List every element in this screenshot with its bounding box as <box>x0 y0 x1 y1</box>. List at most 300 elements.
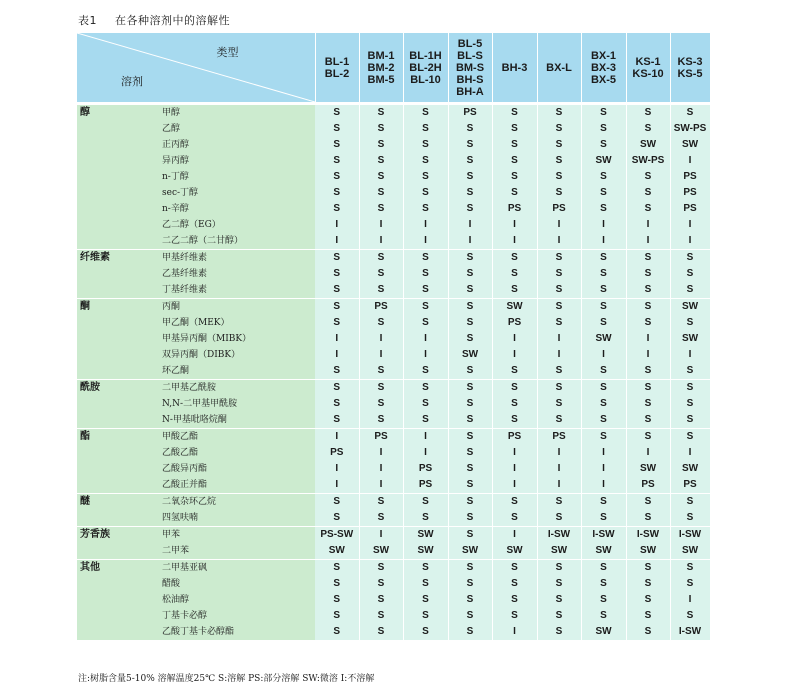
solubility-value-cell: S <box>403 560 448 577</box>
solubility-value-cell: I-SW <box>581 527 626 544</box>
solubility-value-cell: I <box>492 347 537 363</box>
solubility-value-cell: S <box>492 121 537 137</box>
solubility-value-cell: I <box>403 331 448 347</box>
column-header-label: BL-1H <box>409 49 442 62</box>
solubility-value-cell: S <box>403 299 448 316</box>
solubility-value-cell: S <box>448 201 492 217</box>
solubility-value-cell: S <box>581 576 626 592</box>
column-header-label: KS-1 <box>635 55 661 68</box>
solubility-value-cell: I <box>626 445 670 461</box>
solubility-value-cell: S <box>403 608 448 624</box>
solubility-value-cell: S <box>492 494 537 511</box>
table-row <box>77 461 710 477</box>
solubility-value-cell: S <box>359 169 403 185</box>
solvent-group-cell: 芳香族 <box>77 527 158 560</box>
solubility-value-cell: PS <box>670 169 710 185</box>
table-row <box>77 315 710 331</box>
solubility-value-cell: S <box>403 363 448 380</box>
solvent-name-cell: 双异丙酮（DIBK） <box>158 347 315 363</box>
solubility-value-cell: S <box>492 185 537 201</box>
solubility-value-cell: I <box>359 331 403 347</box>
column-header-label: BL-1 <box>324 55 350 68</box>
solubility-value-cell: S <box>448 510 492 527</box>
column-header <box>359 33 403 104</box>
solvent-name-cell: 二氧杂环乙烷 <box>158 494 315 511</box>
solubility-value-cell: I <box>670 445 710 461</box>
table-row <box>77 299 710 316</box>
solubility-value-cell: S <box>448 266 492 282</box>
solvent-group-cell: 酯 <box>77 429 158 494</box>
solubility-value-cell: S <box>626 250 670 267</box>
solubility-value-cell: S <box>315 560 359 577</box>
solvent-name-cell: 二甲基乙酰胺 <box>158 380 315 397</box>
solubility-value-cell: I <box>537 461 581 477</box>
table-row <box>77 412 710 429</box>
solubility-value-cell: S <box>359 185 403 201</box>
solubility-value-cell: S <box>359 412 403 429</box>
solubility-value-cell: S <box>670 266 710 282</box>
solubility-value-cell: S <box>315 137 359 153</box>
column-header-label: BL-5 <box>457 37 483 50</box>
solubility-value-cell: S <box>315 592 359 608</box>
solubility-value-cell: I <box>492 331 537 347</box>
solubility-value-cell: S <box>537 608 581 624</box>
solubility-value-cell: S <box>403 624 448 640</box>
solubility-value-cell: S <box>581 608 626 624</box>
solubility-value-cell: S <box>537 380 581 397</box>
solubility-value-cell: S <box>359 250 403 267</box>
column-header <box>403 33 448 104</box>
solubility-value-cell: S <box>581 560 626 577</box>
solubility-value-cell: SW <box>403 527 448 544</box>
solubility-value-cell: PS <box>670 185 710 201</box>
solubility-value-cell: S <box>626 592 670 608</box>
solubility-value-cell: S <box>448 299 492 316</box>
solubility-value-cell: PS <box>492 315 537 331</box>
solubility-value-cell: I <box>492 624 537 640</box>
solubility-value-cell: S <box>359 282 403 299</box>
solubility-value-cell: S <box>492 169 537 185</box>
solubility-value-cell: I <box>359 233 403 250</box>
solubility-value-cell: I <box>492 527 537 544</box>
table-row <box>77 363 710 380</box>
table-row <box>77 233 710 250</box>
solubility-value-cell: S <box>537 412 581 429</box>
solubility-value-cell: S <box>315 510 359 527</box>
solubility-value-cell: SW <box>403 543 448 560</box>
solubility-value-cell: S <box>359 608 403 624</box>
solvent-group-cell: 其他 <box>77 560 158 641</box>
column-header-label: BX-3 <box>590 61 617 74</box>
table-number: 表1 <box>78 14 97 27</box>
solubility-value-cell: PS <box>537 201 581 217</box>
solubility-value-cell: S <box>537 185 581 201</box>
solubility-value-cell: I <box>626 347 670 363</box>
solubility-value-cell: I <box>315 217 359 233</box>
column-header-label: KS-3 <box>677 55 703 68</box>
solubility-value-cell: S <box>403 494 448 511</box>
solubility-value-cell: S <box>315 412 359 429</box>
solubility-value-cell: I-SW <box>537 527 581 544</box>
solubility-value-cell: S <box>448 250 492 267</box>
solubility-value-cell: S <box>581 104 626 122</box>
solubility-value-cell: S <box>448 624 492 640</box>
column-header <box>670 33 710 104</box>
solvent-name-cell: 四氢呋喃 <box>158 510 315 527</box>
solubility-value-cell: S <box>448 608 492 624</box>
solubility-value-cell: S <box>403 185 448 201</box>
solubility-value-cell: I <box>492 445 537 461</box>
solubility-value-cell: S <box>581 363 626 380</box>
solubility-value-cell: S <box>492 282 537 299</box>
solvent-group-cell: 酰胺 <box>77 380 158 429</box>
solubility-value-cell: S <box>581 185 626 201</box>
solubility-value-cell: S <box>448 527 492 544</box>
solubility-value-cell: I <box>315 331 359 347</box>
solubility-value-cell: S <box>315 315 359 331</box>
solubility-value-cell: S <box>448 445 492 461</box>
solubility-value-cell: I <box>359 217 403 233</box>
solubility-value-cell: I <box>581 461 626 477</box>
solubility-value-cell: S <box>626 185 670 201</box>
solubility-value-cell: S <box>359 494 403 511</box>
solvent-name-cell: n-辛醇 <box>158 201 315 217</box>
solubility-value-cell: S <box>581 169 626 185</box>
solubility-value-cell: PS-SW <box>315 527 359 544</box>
solubility-value-cell: S <box>581 282 626 299</box>
solubility-value-cell: S <box>581 510 626 527</box>
solubility-value-cell: S <box>403 104 448 122</box>
table-title: 在各种溶剂中的溶解性 <box>115 14 230 27</box>
column-header-label: BM-S <box>455 61 485 74</box>
solubility-value-cell: S <box>403 121 448 137</box>
solubility-value-cell: S <box>403 201 448 217</box>
solubility-value-cell: I <box>537 347 581 363</box>
solubility-value-cell: S <box>359 576 403 592</box>
solubility-value-cell: S <box>448 153 492 169</box>
solubility-value-cell: S <box>448 121 492 137</box>
solubility-value-cell: S <box>626 299 670 316</box>
solubility-value-cell: S <box>670 380 710 397</box>
table-row <box>77 250 710 267</box>
solubility-value-cell: S <box>626 121 670 137</box>
solubility-value-cell: I <box>403 347 448 363</box>
column-header-label: BL-10 <box>410 73 441 86</box>
solubility-value-cell: S <box>315 363 359 380</box>
solubility-value-cell: SW <box>581 543 626 560</box>
solubility-value-cell: S <box>448 282 492 299</box>
solubility-value-cell: S <box>359 592 403 608</box>
solubility-value-cell: S <box>537 560 581 577</box>
solubility-value-cell: S <box>403 169 448 185</box>
solubility-value-cell: S <box>626 624 670 640</box>
solubility-value-cell: S <box>359 315 403 331</box>
solubility-value-cell: I <box>448 233 492 250</box>
solubility-value-cell: S <box>448 429 492 446</box>
solubility-value-cell: S <box>581 121 626 137</box>
solubility-value-cell: S <box>403 576 448 592</box>
solubility-value-cell: S <box>537 510 581 527</box>
solubility-value-cell: S <box>670 363 710 380</box>
column-header-label: BL-2 <box>324 67 350 80</box>
solubility-value-cell: I <box>581 477 626 494</box>
solubility-value-cell: S <box>403 153 448 169</box>
solubility-value-cell: S <box>448 363 492 380</box>
column-header-label: KS-10 <box>632 67 664 80</box>
solubility-value-cell: S <box>315 201 359 217</box>
solvent-group-cell: 纤维素 <box>77 250 158 299</box>
solvent-name-cell: sec-丁醇 <box>158 185 315 201</box>
solubility-value-cell: S <box>359 121 403 137</box>
solubility-value-cell: SW <box>670 543 710 560</box>
solubility-value-cell: I <box>537 233 581 250</box>
solubility-value-cell: S <box>670 576 710 592</box>
solubility-value-cell: S <box>626 169 670 185</box>
corner-diagonal-line <box>77 33 315 102</box>
solubility-value-cell: I <box>403 217 448 233</box>
solubility-value-cell: I-SW <box>670 624 710 640</box>
table-row <box>77 137 710 153</box>
solubility-value-cell: S <box>581 137 626 153</box>
solubility-value-cell: S <box>315 608 359 624</box>
solubility-value-cell: I <box>315 347 359 363</box>
solubility-value-cell: S <box>537 266 581 282</box>
solubility-value-cell: S <box>626 608 670 624</box>
solubility-value-cell: S <box>581 201 626 217</box>
solubility-value-cell: I <box>359 445 403 461</box>
column-header-label: BM-5 <box>367 73 395 86</box>
solubility-value-cell: S <box>448 592 492 608</box>
solubility-value-cell: S <box>670 608 710 624</box>
table-row <box>77 185 710 201</box>
solubility-value-cell: S <box>492 104 537 122</box>
solubility-value-cell: S <box>626 315 670 331</box>
solubility-value-cell: I <box>581 233 626 250</box>
solubility-value-cell: SW <box>581 624 626 640</box>
solubility-value-cell: S <box>581 266 626 282</box>
solubility-value-cell: S <box>626 396 670 412</box>
solubility-value-cell: S <box>448 477 492 494</box>
solubility-value-cell: SW <box>626 137 670 153</box>
solubility-value-cell: S <box>315 282 359 299</box>
solubility-value-cell: S <box>403 396 448 412</box>
solvent-name-cell: 二甲基亚砜 <box>158 560 315 577</box>
table-row <box>77 153 710 169</box>
solubility-value-cell: SW <box>670 461 710 477</box>
solubility-value-cell: I <box>403 233 448 250</box>
solubility-value-cell: I <box>448 217 492 233</box>
solvent-name-cell: 甲酸乙酯 <box>158 429 315 446</box>
solubility-value-cell: S <box>403 380 448 397</box>
solubility-value-cell: S <box>670 396 710 412</box>
column-header <box>448 33 492 104</box>
solvent-name-cell: 丁基纤维素 <box>158 282 315 299</box>
solvent-name-cell: 乙酸异丙酯 <box>158 461 315 477</box>
solubility-value-cell: S <box>537 494 581 511</box>
solubility-value-cell: I <box>581 445 626 461</box>
solubility-value-cell: S <box>492 137 537 153</box>
solubility-value-cell: I <box>492 217 537 233</box>
solubility-value-cell: S <box>359 153 403 169</box>
solubility-value-cell: S <box>315 396 359 412</box>
solubility-value-cell: S <box>403 266 448 282</box>
table-row <box>77 560 710 577</box>
solubility-value-cell: I <box>315 233 359 250</box>
solubility-value-cell: I <box>403 429 448 446</box>
solubility-value-cell: SW <box>359 543 403 560</box>
solubility-value-cell: S <box>359 560 403 577</box>
solubility-value-cell: S <box>670 560 710 577</box>
solubility-value-cell: I <box>492 461 537 477</box>
solubility-value-cell: S <box>626 560 670 577</box>
table-row <box>77 121 710 137</box>
solubility-value-cell: S <box>403 592 448 608</box>
solubility-value-cell: S <box>492 560 537 577</box>
solubility-value-cell: SW <box>581 331 626 347</box>
solubility-value-cell: S <box>315 266 359 282</box>
solubility-value-cell: S <box>492 510 537 527</box>
solubility-value-cell: S <box>359 201 403 217</box>
solubility-value-cell: I <box>670 233 710 250</box>
solubility-value-cell: S <box>537 299 581 316</box>
solubility-value-cell: S <box>670 429 710 446</box>
solubility-value-cell: I <box>626 233 670 250</box>
solvent-name-cell: 正丙醇 <box>158 137 315 153</box>
column-header-label: BM-2 <box>367 61 395 74</box>
solvent-name-cell: 甲乙酮（MEK） <box>158 315 315 331</box>
solvent-group-cell: 醚 <box>77 494 158 527</box>
solubility-value-cell: S <box>403 250 448 267</box>
solvent-name-cell: 乙酸丁基卡必醇酯 <box>158 624 315 640</box>
solubility-value-cell: I <box>315 477 359 494</box>
solvent-name-cell: 乙醇 <box>158 121 315 137</box>
solubility-value-cell: S <box>626 282 670 299</box>
solubility-value-cell: S <box>581 380 626 397</box>
solubility-value-cell: SW <box>448 543 492 560</box>
solvent-name-cell: 乙酸乙酯 <box>158 445 315 461</box>
solvent-name-cell: 甲醇 <box>158 104 315 122</box>
table-row <box>77 527 710 544</box>
solubility-value-cell: S <box>626 510 670 527</box>
solubility-value-cell: PS <box>315 445 359 461</box>
solubility-value-cell: I <box>403 445 448 461</box>
solubility-value-cell: S <box>315 185 359 201</box>
solubility-value-cell: SW <box>670 299 710 316</box>
solubility-value-cell: I <box>359 477 403 494</box>
solubility-value-cell: PS <box>537 429 581 446</box>
table-row <box>77 576 710 592</box>
solubility-value-cell: SW <box>315 543 359 560</box>
solubility-value-cell: S <box>626 363 670 380</box>
solubility-value-cell: S <box>403 315 448 331</box>
table-body <box>77 104 710 641</box>
column-header-label: KS-5 <box>677 67 703 80</box>
solubility-value-cell: S <box>626 412 670 429</box>
solubility-value-cell: S <box>448 396 492 412</box>
solubility-value-cell: S <box>448 315 492 331</box>
table-row <box>77 266 710 282</box>
solubility-value-cell: SW <box>537 543 581 560</box>
solubility-value-cell: S <box>537 315 581 331</box>
solubility-value-cell: S <box>537 624 581 640</box>
column-header-label: BH-S <box>456 73 484 86</box>
solubility-value-cell: I <box>670 592 710 608</box>
solubility-value-cell: S <box>448 461 492 477</box>
solubility-value-cell: S <box>581 592 626 608</box>
solubility-value-cell: S <box>448 137 492 153</box>
solubility-value-cell: S <box>448 380 492 397</box>
solubility-value-cell: I <box>537 217 581 233</box>
solubility-value-cell: S <box>537 282 581 299</box>
column-header-label: BL-S <box>457 49 483 62</box>
column-header-label: BL-2H <box>409 61 442 74</box>
column-header-label: BX-L <box>546 61 572 74</box>
table-row <box>77 494 710 511</box>
solubility-value-cell: S <box>581 494 626 511</box>
table-row <box>77 510 710 527</box>
solubility-value-cell: I <box>537 331 581 347</box>
solubility-value-cell: SW <box>581 153 626 169</box>
solubility-value-cell: S <box>537 104 581 122</box>
solvent-name-cell: N-甲基吡咯烷酮 <box>158 412 315 429</box>
solubility-value-cell: S <box>670 315 710 331</box>
table-row <box>77 608 710 624</box>
solubility-value-cell: S <box>315 624 359 640</box>
solubility-value-cell: S <box>670 104 710 122</box>
solubility-value-cell: S <box>315 250 359 267</box>
solubility-value-cell: S <box>315 104 359 122</box>
solvent-name-cell: N,N-二甲基甲酰胺 <box>158 396 315 412</box>
table-footnote: 注:树脂含量5-10% 溶解温度25℃ S:溶解 PS:部分溶解 SW:微溶 I:不溶解 <box>78 674 375 684</box>
solubility-value-cell: S <box>626 494 670 511</box>
table-row <box>77 477 710 494</box>
table-row <box>77 445 710 461</box>
table-row <box>77 396 710 412</box>
solubility-value-cell: I <box>359 527 403 544</box>
solubility-value-cell: I <box>537 477 581 494</box>
solubility-value-cell: I <box>315 461 359 477</box>
solubility-value-cell: S <box>492 266 537 282</box>
solubility-value-cell: S <box>315 494 359 511</box>
solubility-value-cell: S <box>537 576 581 592</box>
column-header <box>492 33 537 104</box>
solubility-value-cell: I <box>626 331 670 347</box>
solvent-name-cell: 甲基纤维素 <box>158 250 315 267</box>
solubility-value-cell: PS <box>670 477 710 494</box>
solubility-value-cell: I <box>492 477 537 494</box>
table-row <box>77 331 710 347</box>
table-row <box>77 380 710 397</box>
table-row <box>77 169 710 185</box>
solubility-value-cell: S <box>359 266 403 282</box>
solubility-value-cell: I <box>359 461 403 477</box>
solubility-value-cell: S <box>359 624 403 640</box>
solubility-value-cell: S <box>315 121 359 137</box>
solubility-value-cell: SW <box>492 543 537 560</box>
solubility-value-cell: S <box>626 266 670 282</box>
column-header <box>626 33 670 104</box>
solubility-value-cell: S <box>626 380 670 397</box>
solvent-name-cell: 甲苯 <box>158 527 315 544</box>
solvent-name-cell: 丁基卡必醇 <box>158 608 315 624</box>
solubility-value-cell: I-SW <box>670 527 710 544</box>
solubility-value-cell: PS <box>359 299 403 316</box>
solubility-value-cell: SW <box>626 543 670 560</box>
solubility-value-cell: S <box>359 510 403 527</box>
solubility-value-cell: S <box>492 380 537 397</box>
solubility-value-cell: SW-PS <box>670 121 710 137</box>
solubility-value-cell: S <box>448 185 492 201</box>
